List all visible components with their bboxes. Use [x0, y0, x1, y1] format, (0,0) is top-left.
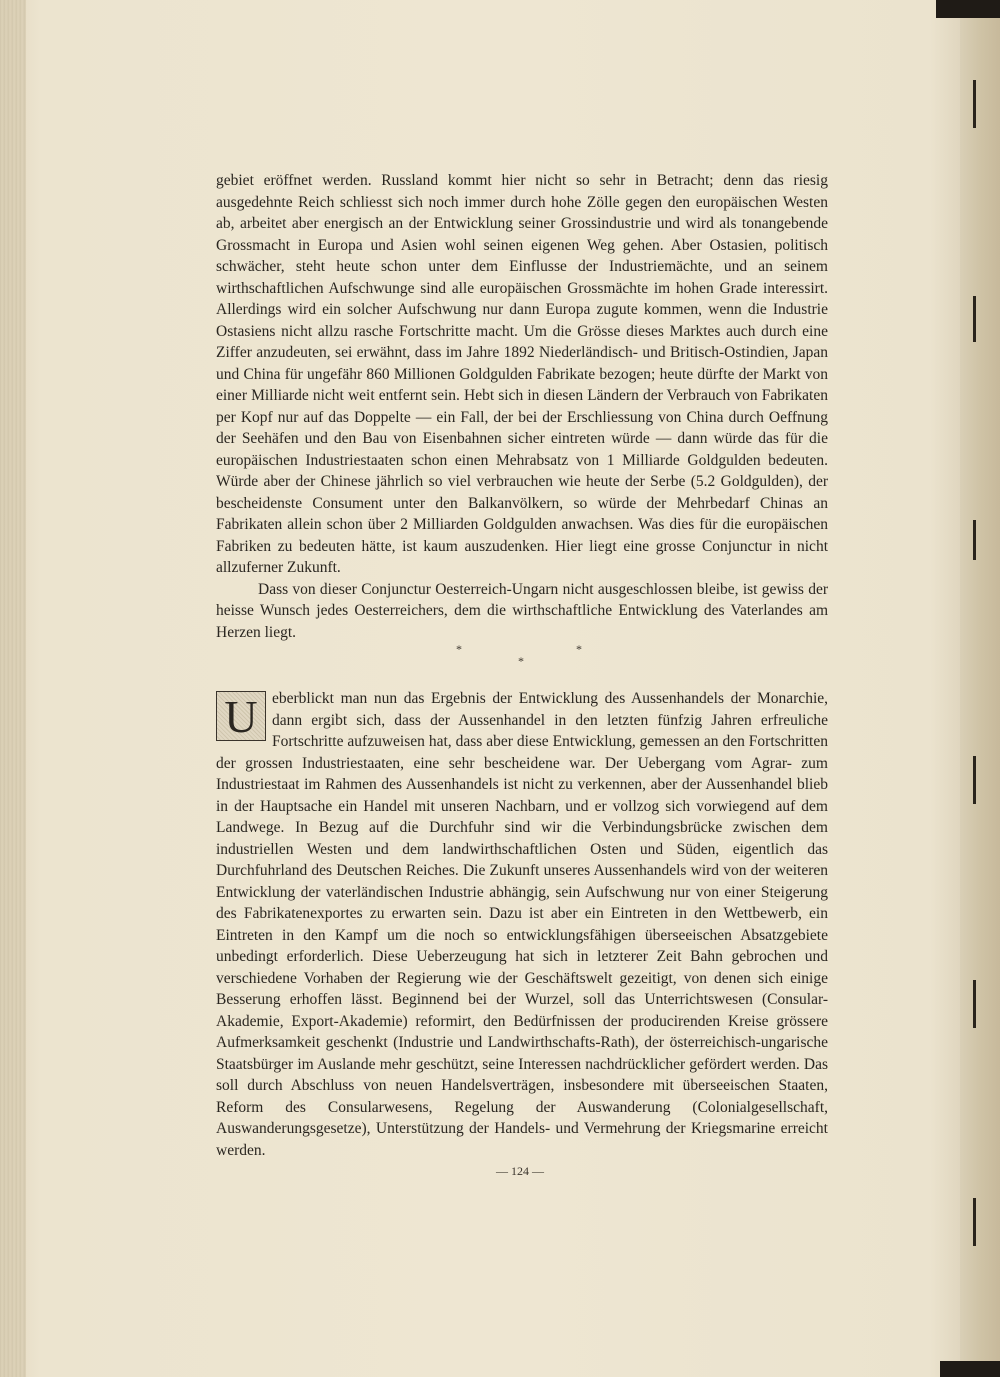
- section-separator: [440, 642, 600, 672]
- binding-thread-mark: [973, 296, 976, 342]
- paragraph-ostasien: gebiet eröffnet werden. Russland kommt hier nicht so sehr in Betracht; denn das riesig ausgedehnte Reich schliesst sich noch immer durch hohe Zölle gegen den europäischen Westen ab, arbeitet aber energisch an der Entwicklung seiner Grossindustrie und wird als tonangebende Grossmacht in Europa und Asien wohl seinen eigenen Weg gehen. Aber Ostasien, politisch schwächer, steht heute schon unter dem Einflusse der Industriemächte, und an seinem wirthschaftlichen Aufschwunge sind alle europäischen Grossmächte im hohen Grade interessirt. Allerdings wird ein solcher Aufschwung nur dann Europa zugute kommen, wenn die Industrie Ostasiens nicht allzu rasche Fortschritte macht. Um die Grösse dieses Marktes auch durch eine Ziffer anzudeuten, sei erwähnt, dass im Jahre 1892 Niederländisch- und Britisch-Ostindien, Japan und China für ungefähr 860 Millionen Goldgulden Fabrikate bezogen; heute dürfte der Markt von einer Milliarde nicht weit entfernt sein. Hebt sich in diesen Ländern der Verbrauch von Fabrikaten per Kopf nur auf das Doppelte — ein Fall, der bei der Erschliessung von China durch Oeffnung der Seehäfen und den Bau von Eisenbahnen sicher eintreten würde — dann würde das für die europäischen Industriestaaten schon einen Mehrabsatz von 1 Milliarde Goldgulden bedeuten. Würde aber der Chinese jährlich so viel verbrauchen wie heute der Serbe (5.2 Goldgulden), der bescheidenste Consument unter den Balkanvölkern, so würde der Mehrbedarf Chinas an Fabrikaten allein schon über 2 Milliarden Goldgulden anwachsen. Was dies für die europäischen Fabriken zu bedeuten hätte, ist kaum auszudenken. Hier liegt eine grosse Conjunctur in nicht allzuferner Zukunft.: [216, 172, 828, 576]
- page-number: — 124 —: [496, 1164, 544, 1178]
- separator-asterisk: *: [518, 654, 524, 668]
- initial-letter: U: [224, 691, 258, 742]
- text-section-top: [216, 170, 828, 643]
- binding-thread-mark: [973, 520, 976, 560]
- separator-asterisk: *: [576, 642, 582, 656]
- scan-border-top: [936, 0, 1000, 18]
- binding-thread-mark: [973, 80, 976, 128]
- paragraph-aussenhandel-text: eberblickt man nun das Ergebnis der Entwicklung des Aussenhandels der Monarchie, dann ergibt sich, dass der Aussenhandel in den letzten fünfzig Jahren erfreuliche Fortschritte aufzuweisen hat, dass aber diese Entwicklung, gemessen an den Fortschritten der grossen Industriestaaten, eine sehr bescheidene war. Der Uebergang vom Agrar- zum Industriestaat im Rahmen des Aussenhandels ist nicht zu verkennen, aber der Aussenhandel blieb in der Hauptsache ein Handel mit unseren Nachbarn, und er vollzog sich vorwiegend auf dem Landwege. In Bezug auf die Durchfuhr sind wir die Verbindungsbrücke zwischen dem industriellen Westen und dem landwirthschaftlichen Osten und Süden, eigentlich das Durchfuhrland des Deutschen Reiches. Die Zukunft unseres Aussenhandels wird von der weiteren Entwicklung der vaterländischen Industrie abhängig, sein Aufschwung nur von einer Steigerung des Fabrikatenexportes zu erwarten sein. Dazu ist aber ein Eintreten in den Wettbewerb, ein Eintreten in den Kampf um die noch so entwicklungsfähigen überseeischen Absatzgebiete unbedingt erforderlich. Diese Ueberzeugung hat sich in letzterer Zeit Bahn gebrochen und verschiedene Vorhaben der Regierung wie der Geschäftswelt gezeitigt, von denen sich einige Besserung erhoffen lässt. Beginnend bei der Wurzel, soll das Unterrichtswesen (Consular-Akademie, Export-Akademie) reformirt, den Bedürfnissen der producirenden Kreise grössere Aufmerksamkeit geschenkt (Industrie und Landwirthschafts-Rath), der österreichisch-ungarische Staatsbürger im Auslande mehr geschützt, seine Interessen nachdrücklicher gefördert werden. Das soll durch Abschluss von neuen Handelsverträgen, insbesondere mit überseeischen Staaten, Reform des Consularwesens, Regelung der Auswanderung (Colonialgesellschaft, Auswanderungsgesetze), Unterstützung der Handels- und Vermehrung der Kriegsmarine erreicht werden.: [216, 690, 828, 1159]
- text-section-bottom: [216, 688, 828, 1161]
- scan-border-bottom: [940, 1361, 1000, 1377]
- binding-thread-mark: [973, 756, 976, 804]
- binding-edge: [960, 0, 1000, 1377]
- separator-asterisk: *: [456, 642, 462, 656]
- ornamental-initial: [216, 691, 266, 741]
- binding-thread-mark: [973, 980, 976, 1028]
- binding-thread-mark: [973, 1198, 976, 1246]
- page-stack-edge: [0, 0, 26, 1377]
- paragraph-aussenhandel: [216, 688, 828, 1161]
- paragraph-conjunctur: Dass von dieser Conjunctur Oesterreich-Ungarn nicht ausgeschlossen bleibe, ist gewiss der heisse Wunsch jedes Oesterreichers, dem die wirthschaftliche Entwicklung des Vaterlandes am Herzen liegt.: [216, 580, 828, 641]
